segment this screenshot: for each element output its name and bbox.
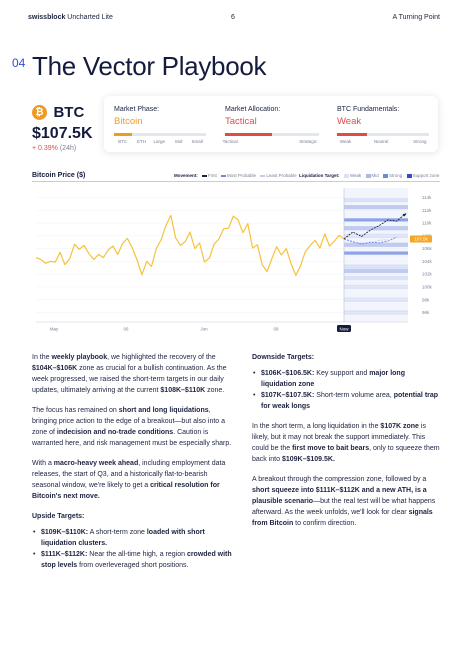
bold-run: $108K–$110K — [160, 387, 206, 394]
text-run: to confirm direction. — [293, 520, 357, 527]
text-run: Near the all-time high, a region — [87, 551, 187, 558]
asset-symbol: BTC — [53, 104, 85, 122]
metric-market-allocation — [222, 106, 321, 144]
metric-level-bar — [337, 133, 429, 136]
metric-value: Weak — [337, 116, 362, 127]
liquidation-band — [344, 243, 408, 247]
bullet-item — [252, 368, 442, 390]
list-heading — [32, 511, 232, 522]
legend-item: Most Probable — [227, 173, 257, 178]
list-heading — [252, 352, 442, 363]
metric-scale-label: BTC — [118, 139, 128, 144]
metric-scale-label: Neutral — [373, 139, 389, 144]
y-tick-label: 102k — [422, 271, 432, 277]
x-tick-label: 08 — [273, 326, 279, 332]
text-run: zone as crucial for a bullish continuation. As the week progressed, we raised the short-term targets in our daily updates, ultimately arriving at the current — [32, 365, 227, 394]
metric-scale-label: Mid — [175, 139, 183, 144]
legend-swatch — [366, 174, 371, 178]
metric-level-bar — [225, 133, 319, 136]
y-tick-label: 106k — [422, 246, 432, 252]
legend-liquidation-label: Liquidation Target: — [299, 173, 340, 178]
metric-value: Tactical — [225, 116, 257, 127]
text-run: is likely, but it may not break the support immediately. This could be the — [252, 423, 426, 452]
legend-item: First — [208, 173, 217, 178]
bullet-item — [32, 549, 232, 571]
text-run: Short-term volume area, — [314, 392, 394, 399]
bold-run: crowded with stop levels — [41, 551, 232, 569]
bold-run: short squeeze into $111K–$112K and a new ATH, is a plausible scenario — [252, 487, 427, 505]
bold-run: $111K–$112K: — [41, 551, 88, 558]
bold-run: short and long liquidations — [118, 407, 209, 414]
liquidation-band — [344, 205, 408, 209]
bold-run: $107K zone — [380, 423, 419, 430]
y-tick-label: 104k — [422, 258, 432, 264]
paragraph — [252, 421, 442, 465]
x-tick-label: May — [49, 326, 59, 332]
y-tick-label: 100k — [422, 284, 432, 290]
text-run: In the short term, a long liquidation in the — [252, 423, 381, 430]
metric-value: Bitcoin — [114, 116, 143, 127]
y-tick-label: 98k — [422, 297, 430, 303]
legend-swatch — [344, 174, 349, 178]
metric-level-fill — [114, 133, 132, 136]
bold-run: major long liquidation zone — [261, 370, 405, 388]
legend-movement-label: Movement: — [174, 173, 198, 178]
liquidation-band — [344, 269, 408, 273]
bullet-list — [252, 368, 442, 412]
bold-run: first move to bait bears — [292, 445, 370, 452]
bold-run: $106K–$106.5K: — [261, 370, 315, 377]
body-column-left — [32, 352, 232, 580]
y-tick-label: 110k — [422, 220, 432, 226]
bold-run: signals from Bitcoin — [252, 509, 433, 527]
page-header — [28, 14, 440, 26]
bold-run: weekly playbook — [51, 354, 108, 361]
text-run: . Caution is warranted here, and risk management must be especially sharp. — [32, 429, 232, 447]
paragraph — [32, 405, 232, 449]
text-run: With a — [32, 460, 54, 467]
price-line — [36, 215, 344, 275]
bold-run: critical resolution for Bitcoin's next move. — [32, 482, 220, 500]
text-run: , we highlighted the recovery of the — [107, 354, 216, 361]
y-tick-label: 112k — [422, 207, 432, 213]
bold-run: Downside Targets: — [252, 354, 315, 361]
text-run: In the — [32, 354, 52, 361]
text-run: The focus has remained on — [32, 407, 119, 414]
paragraph — [32, 458, 232, 502]
section-number: 04 — [12, 56, 26, 70]
chart-rule — [32, 181, 440, 182]
y-tick-label: 114k — [422, 195, 432, 201]
liquidation-band — [344, 226, 408, 230]
metric-label: BTC Fundamentals: — [337, 106, 400, 113]
bold-run: $107K–$107.5K: — [261, 392, 315, 399]
bitcoin-icon: ₿ — [32, 105, 47, 120]
text-run: , including employment data releases, the start of Q3, and a historically flat-to-bearish seasonal window, we're likely to get a — [32, 460, 226, 489]
metric-level-bar — [114, 133, 206, 136]
legend-item: Strong — [389, 173, 403, 178]
liquidation-band — [344, 276, 408, 280]
text-run: , only to squeeze them back into — [252, 445, 440, 463]
bold-run: $109K–$109.5K. — [281, 456, 335, 463]
metrics-card — [104, 96, 438, 152]
page-number: 6 — [231, 14, 235, 21]
metric-scale-label: Weak — [339, 139, 352, 144]
bold-run: loaded with short liquidation clusters. — [41, 529, 205, 547]
body-column-right — [252, 352, 442, 538]
x-tick-label: Now — [339, 326, 349, 332]
paragraph — [32, 352, 232, 396]
liquidation-band — [344, 264, 408, 268]
y-tick-label: 96k — [422, 310, 430, 316]
bold-run: $104K–$106K — [32, 365, 78, 372]
legend-swatch — [221, 175, 226, 177]
legend-swatch — [407, 174, 412, 178]
bullet-item — [252, 390, 442, 412]
legend-swatch — [202, 175, 207, 177]
paragraph — [252, 474, 442, 529]
metric-scale-label: Strong — [413, 139, 427, 144]
text-run: —but the real test will be what happens afterward. As the week unfolds, we'll look for clear — [252, 498, 436, 516]
legend-item: Least Probable — [266, 173, 297, 178]
bullet-list — [32, 527, 232, 571]
metric-level-fill — [225, 133, 272, 136]
legend-swatch — [383, 174, 388, 178]
x-tick-label: 06 — [123, 326, 129, 332]
text-run: zone. — [205, 387, 225, 394]
liquidation-band — [344, 251, 408, 254]
metric-market-phase — [114, 106, 210, 144]
bullet-item — [32, 527, 232, 549]
legend-item: Weak — [349, 173, 362, 178]
legend-item: Support zone — [412, 173, 440, 178]
bitcoin-price-chart — [30, 184, 440, 336]
legend-item: Mid — [371, 173, 379, 178]
bold-run: Upside Targets: — [32, 513, 85, 520]
x-tick-label: Jun — [200, 326, 208, 332]
metric-label: Market Allocation: — [225, 106, 281, 113]
text-run: A short-term zone — [88, 529, 147, 536]
bold-run: indecision and no-trade conditions — [56, 429, 174, 436]
bold-run: $109K–$110K: — [41, 529, 89, 536]
metric-scale-label: Large — [153, 139, 166, 144]
price-change: + 0.39% (24h) — [32, 145, 77, 152]
metric-btc-fundamentals — [337, 106, 433, 144]
liquidation-band — [344, 198, 408, 202]
legend-swatch — [260, 175, 265, 177]
metric-scale-label: Tactical — [222, 139, 238, 144]
text-run: , bringing price action to the edge of a breakout—but also into a zone of — [32, 407, 226, 436]
current-price-label: 107.5k — [414, 236, 428, 242]
asset-price: $107.5K — [32, 125, 93, 142]
metric-scale-label: Strategic — [299, 139, 318, 144]
bold-run: macro-heavy week ahead — [53, 460, 139, 467]
metric-scale-label: Small — [191, 139, 203, 144]
metric-scale-label: ETH — [137, 139, 147, 144]
chart-title: Bitcoin Price ($) — [32, 172, 86, 179]
metric-level-fill — [337, 133, 367, 136]
brand-name: swissblock Uncharted Lite — [28, 14, 113, 21]
bold-run: potential trap for weak longs — [261, 392, 439, 410]
text-run: A breakout through the compression zone, followed by a — [252, 476, 427, 483]
section-title: The Vector Playbook — [32, 51, 267, 81]
text-run: from overleveraged short positions. — [77, 562, 189, 569]
chapter-title: A Turning Point — [392, 14, 440, 21]
text-run: Key support and — [314, 370, 370, 377]
metric-label: Market Phase: — [114, 106, 160, 113]
chart-legend — [174, 173, 439, 178]
